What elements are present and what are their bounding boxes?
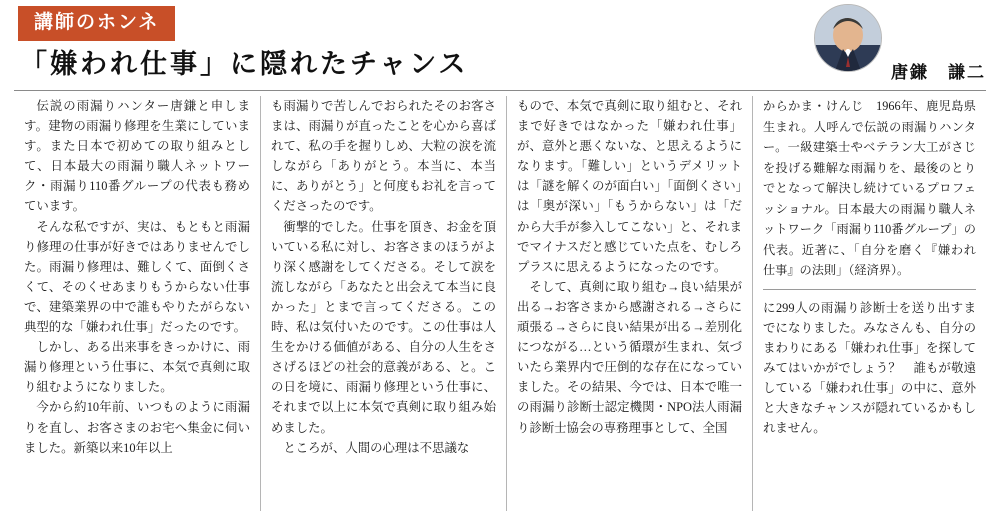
column-3 (506, 96, 752, 511)
column-2 (260, 96, 506, 511)
page-title: 「嫌われ仕事」に隠れたチャンス (20, 49, 469, 80)
paragraph: そんな私ですが、実は、もともと雨漏り修理の仕事が好きではありませんでした。雨漏り修理は、難しくて、面倒くさくて、そのくせあまりもうからない仕事で、建築業界の中で誰もやりたがらない典型的な「嫌われ仕事」だったのです。 (24, 219, 250, 335)
paragraph: ところが、人間の心理は不思議な (283, 440, 470, 455)
paragraph: も雨漏りで苦しんでおられたそのお客さまは、雨漏りが直ったことを心から喜ばれて、私の手を握りしめ、大粒の涙を流しながら「ありがとう。本当に、本当に、ありがとう」と何度もお礼を言ってくださったのです。 (271, 99, 496, 214)
paragraph: 伝説の雨漏りハンター唐鎌と申します。建物の雨漏り修理を生業にしています。また日本で初めての取り組みとして、日本最大の雨漏り職人ネットワーク・雨漏り110番グループの代表も務めています。 (24, 99, 250, 214)
profile-divider (763, 289, 976, 290)
paragraph: もので、本気で真剣に取り組むと、それまで好きではなかった「嫌われ仕事」が、意外と悪くないな、と思えるようになります。「難しい」というデメリットは「謎を解くのが面白い」「面倒くさい」は「奥が深い」「もうからない」は「だから大手が参入してこない」と、それまでマイナスだと感じていた点を、むしろプラスに思えるようになったのです。 (517, 99, 742, 274)
author-profile (763, 96, 976, 281)
paragraph: に299人の雨漏り診断士を送り出すまでになりました。みなさんも、自分のまわりにある「嫌われ仕事」を探してみてはいかがでしょう？ 誰もが敬遠している「嫌われ仕事」の中に、意外と大きなチャンスが隠れているかもしれません。 (763, 300, 976, 436)
portrait-icon (815, 5, 881, 71)
paragraph: しかし、ある出来事をきっかけに、雨漏り修理という仕事に、本気で真剣に取り組むようになりました。 (24, 340, 250, 395)
paragraph: そして、真剣に取り組む→良い結果が出る→お客さまから感謝される→さらに頑張る→さらに良い結果が出る→差別化につながる…という循環が生まれ、気づいたら業界内で圧倒的な存在になっていました。その結果、今では、日本で唯一の雨漏り診断士認定機関・NPO法人雨漏り診断士協会の専務理事として、全国 (517, 279, 742, 435)
column-4 (752, 96, 986, 511)
kicker-label (18, 6, 175, 41)
kicker-text: 講師のホンネ (24, 6, 175, 41)
article-columns (14, 96, 986, 511)
author-name: 唐鎌 謙二 (891, 63, 986, 83)
header-divider (14, 90, 986, 91)
column-1 (14, 96, 260, 511)
article-header (0, 0, 1000, 92)
avatar (814, 4, 882, 72)
paragraph: からかま・けんじ 1966年、鹿児島県生まれ。人呼んで伝説の雨漏りハンター。一級建築士やベテラン大工がさじを投げる難解な雨漏りを、最後のとりでとなって解決し続けているプロフェッショナル。日本最大の雨漏り職人ネットワーク「雨漏り110番グループ」の代表。近著に、「自分を磨く『嫌われ仕事』の法則」（経済界）。 (763, 99, 976, 277)
paragraph: 衝撃的でした。仕事を頂き、お金を頂いている私に対し、お客さまのほうがより深く感謝をしてくださる。そして涙を流しながら「あなたと出会えて本当に良かった」とまで言ってくださる。この時、私は気付いたのです。この仕事は人生をかける価値がある、自分の人生をささげるほどの社会的意義がある、と。この日を境に、雨漏り修理という仕事に、それまで以上に本気で真剣に取り組み始めました。 (271, 219, 496, 435)
paragraph: 今から約10年前、いつものように雨漏りを直し、お客さまのお宅へ集金に伺いました。新築以来10年以上 (24, 400, 250, 455)
